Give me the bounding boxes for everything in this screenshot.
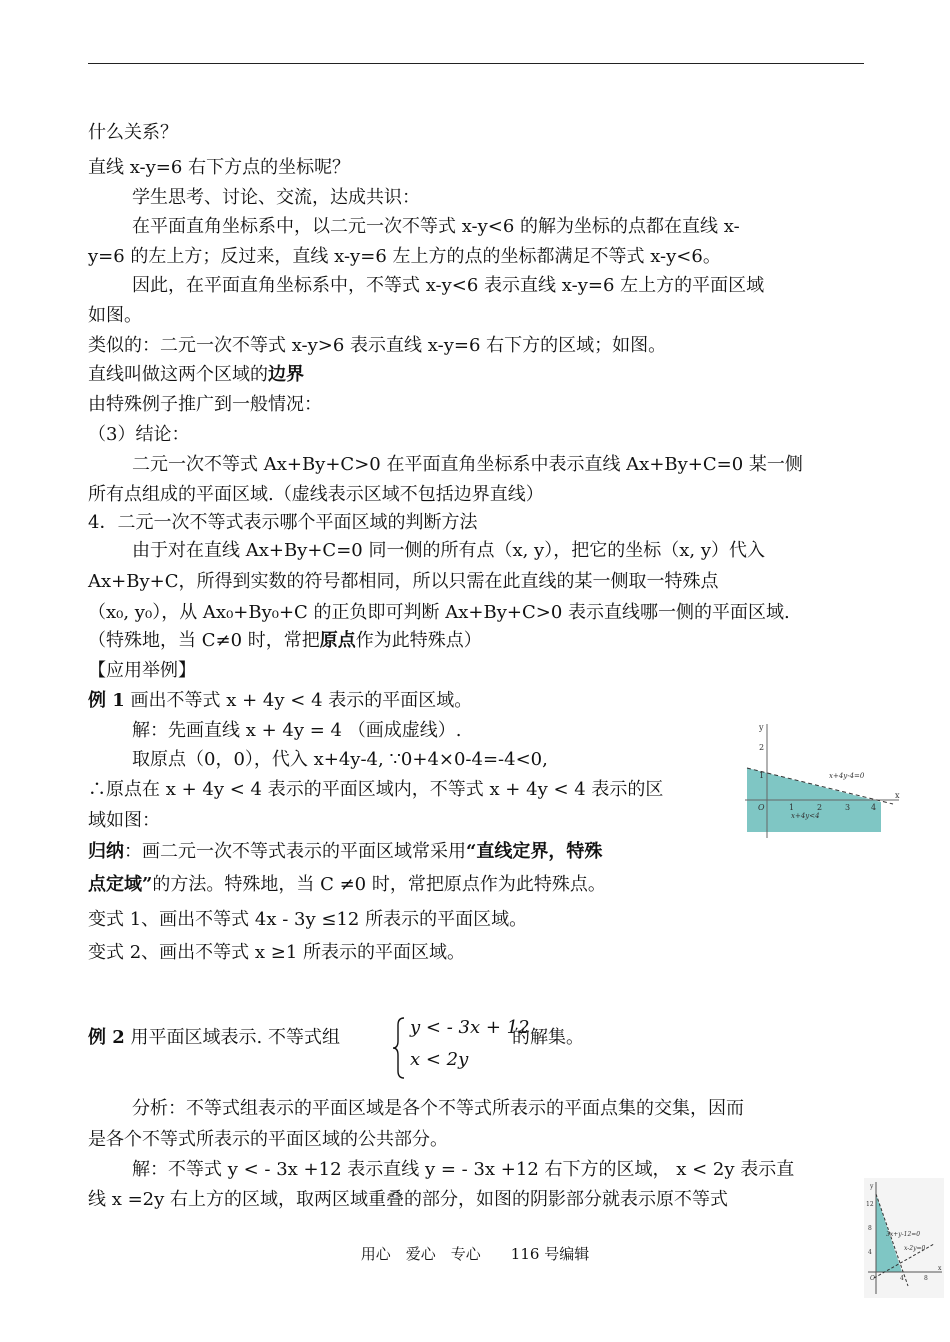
- tick-label: 2: [817, 803, 823, 812]
- text-line: 解：先画直线 x + 4y = 4 （画成虚线）.: [132, 720, 462, 741]
- example-label: 例 1: [88, 690, 125, 711]
- text-line: 分析：不等式组表示的平面区域是各个不等式所表示的平面点集的交集，因而: [132, 1098, 744, 1119]
- summary-bold: “直线定界，特殊: [466, 841, 603, 862]
- tick-label: 8: [924, 1275, 928, 1282]
- text-line: 由于对在直线 Ax+By+C=0 同一侧的所有点（x, y），把它的坐标（x, y）代入: [132, 540, 765, 561]
- text-span: 的解集。: [512, 1027, 584, 1048]
- example-1: [88, 686, 472, 716]
- text-line: 类似的：二元一次不等式 x-y>6 表示直线 x-y=6 右下方的区域；如图。: [88, 335, 667, 356]
- text-line: 因此，在平面直角坐标系中，不等式 x-y<6 表示直线 x-y=6 左上方的平面区域: [132, 275, 765, 296]
- figure-1: [743, 722, 903, 840]
- text-line: Ax+By+C，所得到实数的符号都相同，所以只需在此直线的某一侧取一特殊点: [88, 571, 719, 592]
- region-label: x+4y<4: [791, 812, 820, 820]
- text-span: 作为此特殊点）: [355, 630, 482, 651]
- text-line: ∴原点在 x + 4y < 4 表示的平面区域内，不等式 x + 4y < 4 表示的区: [88, 779, 664, 800]
- tick-label: 2: [759, 743, 765, 752]
- summary-bold: 点定域”: [88, 874, 153, 895]
- text-line: 域如图：: [88, 810, 160, 831]
- tick-label: 3: [845, 803, 851, 812]
- summary-label: 归纳: [88, 841, 124, 862]
- equation-system: [392, 1015, 530, 1081]
- text-line: 取原点（0，0），代入 x+4y-4, ∵0+4×0-4=-4<0,: [132, 749, 548, 770]
- x-axis-label: x: [895, 791, 900, 800]
- summary-line: [88, 837, 602, 867]
- section-heading: 【应用举例】: [88, 660, 196, 681]
- example-text: 画出不等式 x + 4y < 4 表示的平面区域。: [130, 690, 473, 711]
- text-line: 由特殊例子推广到一般情况：: [88, 394, 322, 415]
- text-span: ：画二元一次不等式表示的平面区域常采用: [124, 841, 466, 862]
- line-label: x-2y=0: [904, 1245, 926, 1252]
- example-label: 例 2: [88, 1027, 125, 1048]
- tick-label: 8: [868, 1225, 872, 1232]
- tick-label: 4: [871, 803, 877, 812]
- tick-label: 12: [866, 1201, 874, 1208]
- page-footer: 用心 爱心 专心 116 号编辑: [360, 1245, 590, 1263]
- summary-line: [88, 870, 606, 900]
- text-line: （3）结论：: [88, 424, 190, 445]
- header-rule: [88, 63, 864, 64]
- text-line: 学生思考、讨论、交流，达成共识：: [132, 187, 420, 208]
- region-graph: [864, 1178, 944, 1298]
- text-line: 如图。: [88, 305, 142, 326]
- section-heading: 4．二元一次不等式表示哪个平面区域的判断方法: [88, 512, 478, 533]
- variant-2: 变式 2、画出不等式 x ≥1 所表示的平面区域。: [88, 942, 466, 963]
- origin-label: O: [758, 803, 765, 812]
- text-line: [88, 626, 482, 656]
- keyword-boundary: 边界: [268, 364, 304, 385]
- text-line: 什么关系？: [88, 122, 178, 143]
- text-span: 直线叫做这两个区域的: [88, 364, 268, 385]
- tick-label: 4: [868, 1249, 872, 1256]
- text-line: 二元一次不等式 Ax+By+C>0 在平面直角坐标系中表示直线 Ax+By+C=0 某一侧: [132, 454, 803, 475]
- tick-label: 1: [759, 771, 765, 780]
- equation-row-2: x < 2y: [410, 1049, 469, 1070]
- region-graph: [743, 722, 903, 840]
- figure-2: [864, 1178, 944, 1298]
- text-span: （特殊地，当 C≠0 时，常把: [88, 630, 320, 651]
- text-line: 直线 x-y=6 右下方点的坐标呢？: [88, 157, 351, 178]
- text-line: 是各个不等式所表示的平面区域的公共部分。: [88, 1129, 448, 1150]
- text-line: 在平面直角坐标系中，以二元一次不等式 x-y<6 的解为坐标的点都在直线 x-: [132, 216, 740, 237]
- text-line: 所有点组成的平面区域.（虚线表示区域不包括边界直线）: [88, 484, 544, 505]
- tick-label: 1: [789, 803, 795, 812]
- text-line: 解：不等式 y < - 3x +12 表示直线 y = - 3x +12 右下方的区域， x < 2y 表示直: [132, 1159, 795, 1180]
- y-axis-label: y: [870, 1183, 874, 1190]
- line-label: x+4y-4=0: [829, 772, 865, 780]
- x-axis-label: x: [938, 1265, 942, 1272]
- text-line: （x₀, y₀），从 Ax₀+By₀+C 的正负即可判断 Ax+By+C>0 表示直线哪一侧的平面区域.: [88, 602, 790, 623]
- text-line: [88, 360, 304, 390]
- equation-row-1: y < - 3x + 12: [410, 1017, 530, 1038]
- line-label: 3x+y-12=0: [886, 1231, 921, 1238]
- text-line: y=6 的左上方；反过来，直线 x-y=6 左上方的点的坐标都满足不等式 x-y<6。: [88, 246, 721, 267]
- text-line: 线 x =2y 右上方的区域，取两区域重叠的部分，如图的阴影部分就表示原不等式: [88, 1189, 729, 1210]
- y-axis-label: y: [759, 723, 764, 732]
- example-2: [88, 1023, 340, 1053]
- variant-1: 变式 1、画出不等式 4x - 3y ≤12 所表示的平面区域。: [88, 909, 528, 930]
- brace-icon: [392, 1015, 408, 1081]
- example-text: 用平面区域表示. 不等式组: [130, 1027, 340, 1048]
- text-span: 的方法。特殊地，当 C ≠0 时，常把原点作为此特殊点。: [152, 874, 606, 895]
- tick-label: 4: [900, 1275, 904, 1282]
- keyword-origin: 原点: [319, 630, 356, 651]
- origin-label: O: [870, 1275, 875, 1282]
